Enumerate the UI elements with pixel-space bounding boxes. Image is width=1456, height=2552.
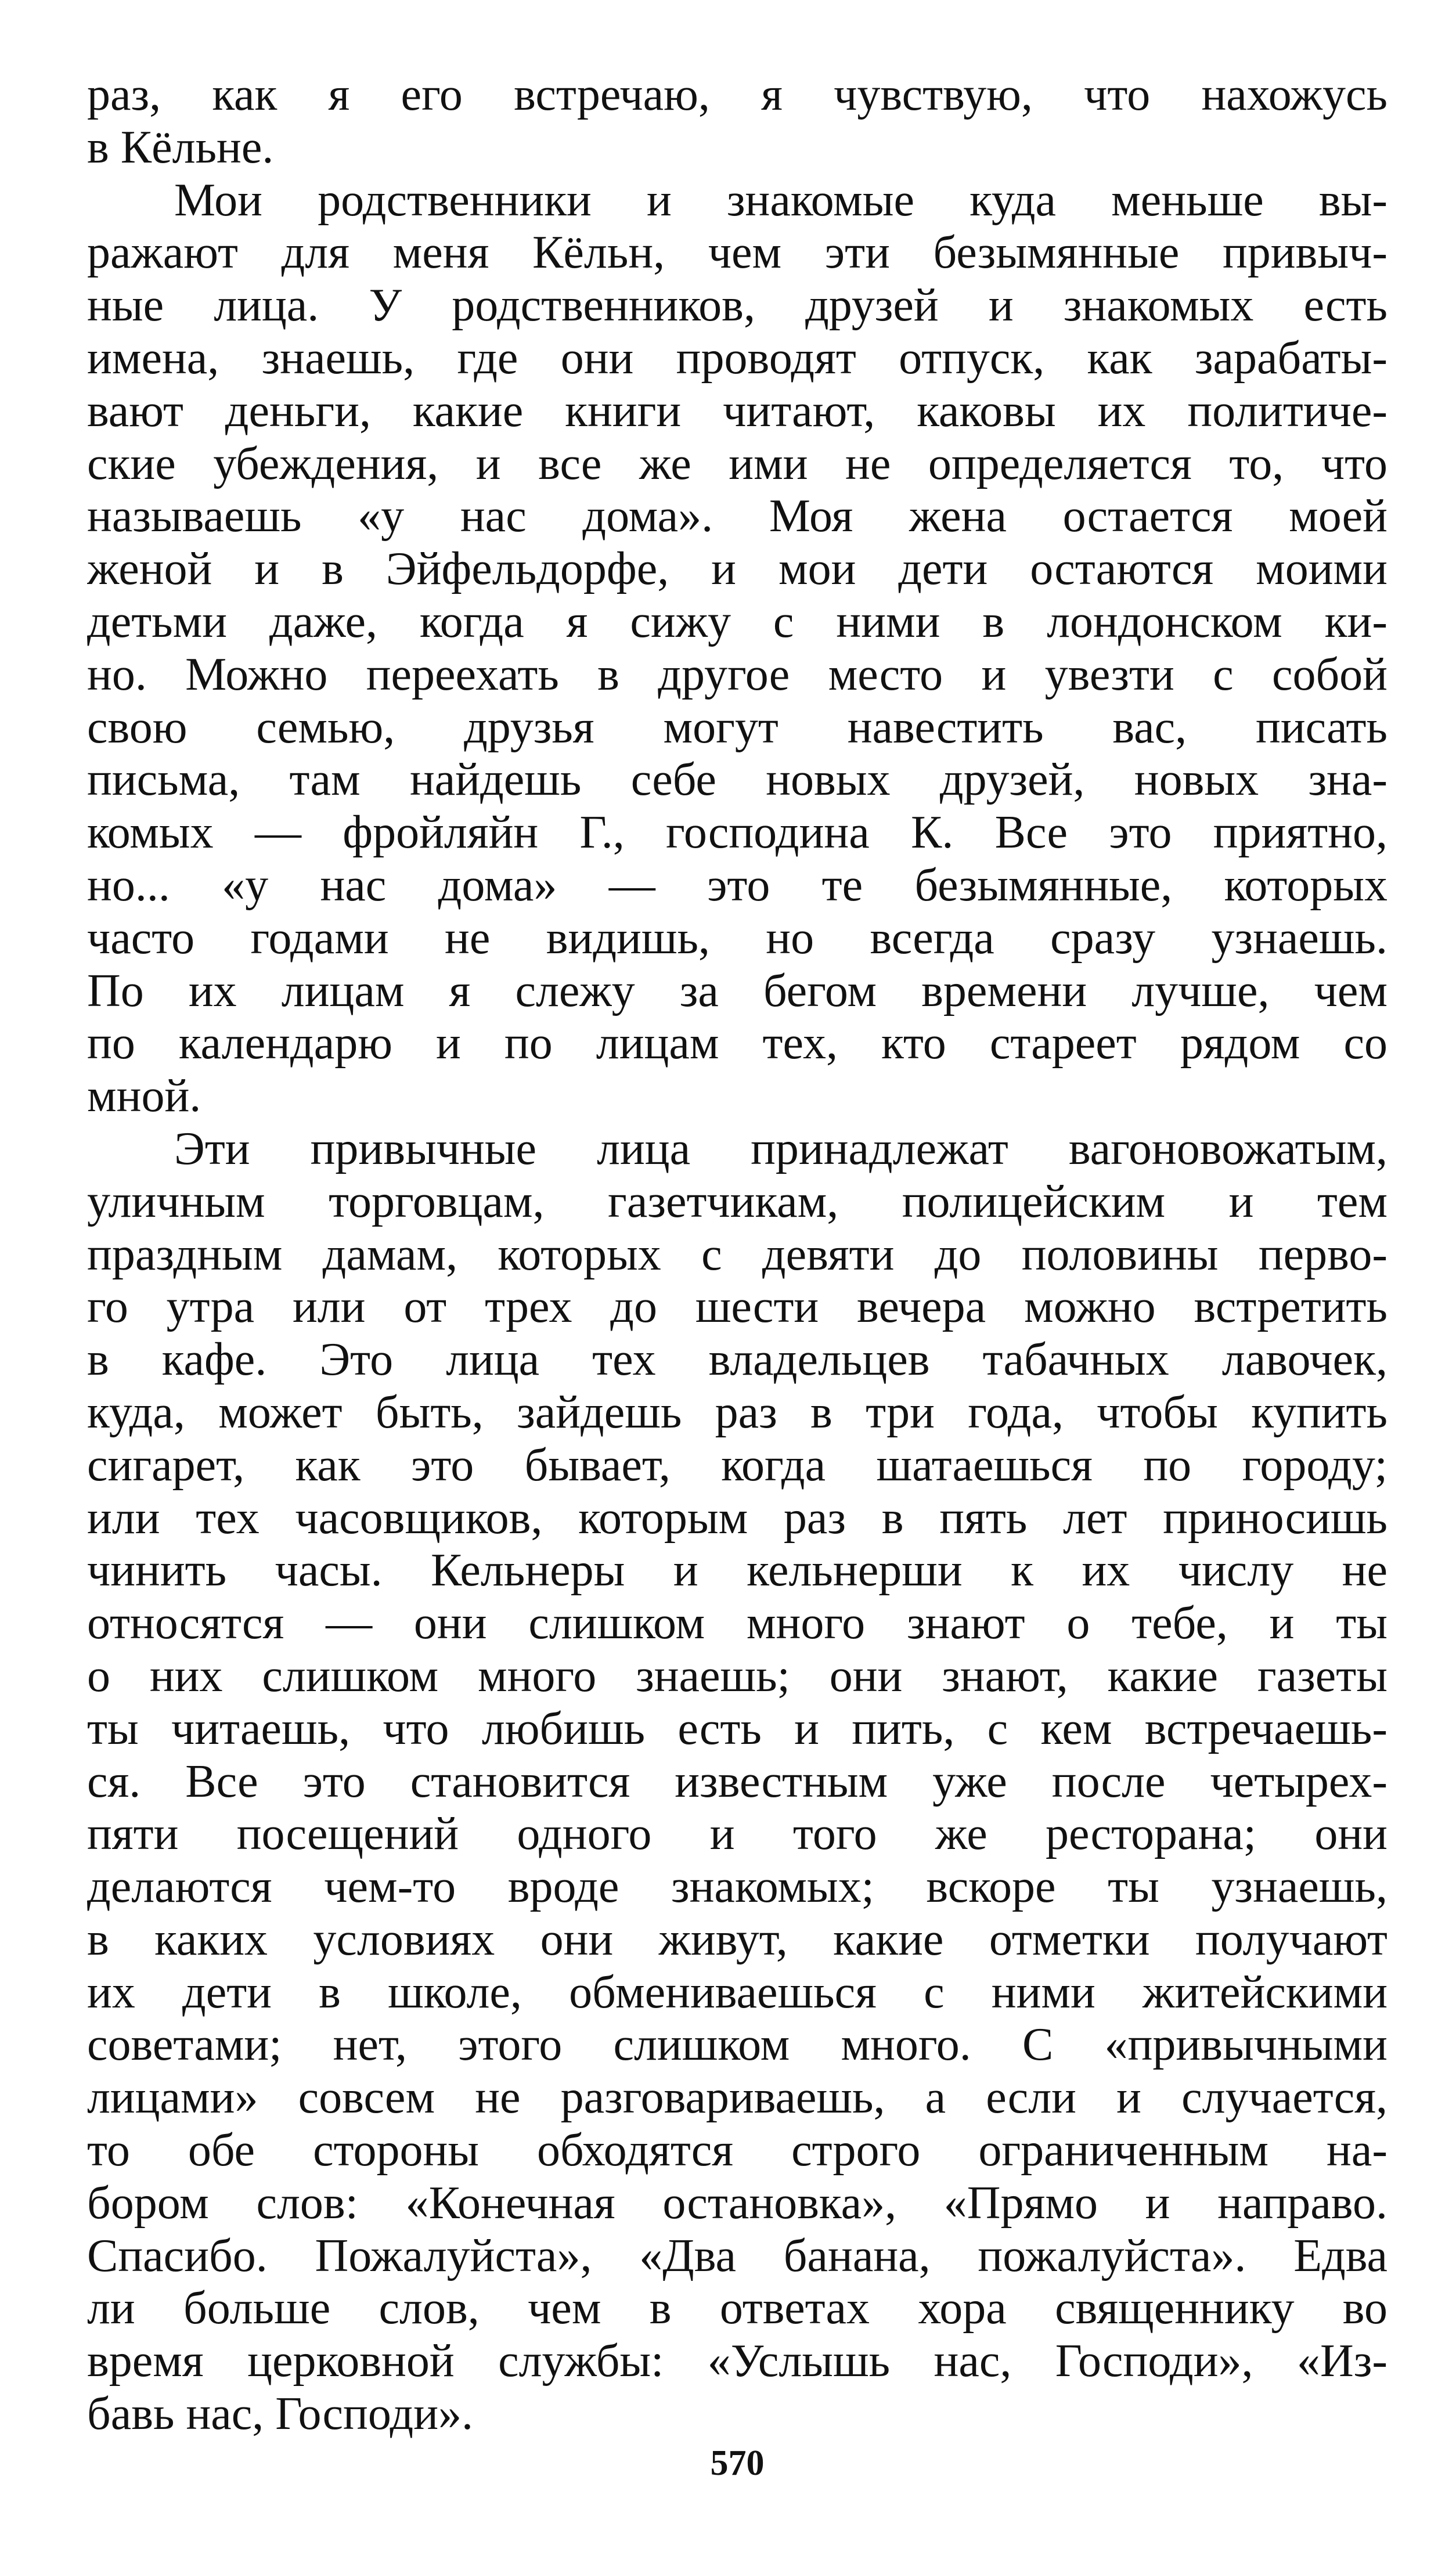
text-line: ли больше слов, чем в ответах хора священнику во bbox=[87, 2283, 1387, 2334]
text-line: в каких условиях они живут, какие отметки получают bbox=[87, 1913, 1387, 1965]
text-line: называешь «у нас дома». Моя жена остается моей bbox=[87, 491, 1387, 542]
text-line: пяти посещений одного и того же ресторана; они bbox=[87, 1808, 1387, 1860]
text-line: то обе стороны обходятся строго ограниченным на- bbox=[87, 2125, 1387, 2176]
text-line: комых — фройляйн Г., господина К. Все это приятно, bbox=[87, 807, 1387, 859]
text-line: по календарю и по лицам тех, кто стареет рядом со bbox=[87, 1018, 1387, 1069]
text-line: их дети в школе, обмениваешься с ними житейскими bbox=[87, 1966, 1387, 2018]
text-line: но. Можно переехать в другое место и увезти с собой bbox=[87, 648, 1387, 700]
text-line: куда, может быть, зайдешь раз в три года, чтобы купить bbox=[87, 1386, 1387, 1438]
text-line: вают деньги, какие книги читают, каковы их политиче- bbox=[87, 385, 1387, 437]
text-line: или тех часовщиков, которым раз в пять лет приносишь bbox=[87, 1492, 1387, 1544]
text-line: ские убеждения, и все же ими не определяется то, что bbox=[87, 438, 1387, 489]
text-line: советами; нет, этого слишком много. С «привычными bbox=[87, 2019, 1387, 2071]
text-line: ражают для меня Кёльн, чем эти безымянные привыч- bbox=[87, 227, 1387, 279]
body-text bbox=[87, 69, 1387, 2441]
text-line: уличным торговцам, газетчикам, полицейским и тем bbox=[87, 1176, 1387, 1227]
book-page bbox=[87, 69, 1387, 2507]
text-line: По их лицам я слежу за бегом времени лучше, чем bbox=[87, 965, 1387, 1017]
text-line: Эти привычные лица принадлежат вагоновожатым, bbox=[174, 1123, 1387, 1174]
text-line: ся. Все это становится известным уже после четырех- bbox=[87, 1756, 1387, 1807]
text-line: о них слишком много знаешь; они знают, какие газеты bbox=[87, 1650, 1387, 1702]
text-line: сигарет, как это бывает, когда шатаешься по городу; bbox=[87, 1439, 1387, 1491]
text-line: бором слов: «Конечная остановка», «Прямо и направо. bbox=[87, 2177, 1387, 2229]
text-line: детьми даже, когда я сижу с ними в лондонском ки- bbox=[87, 596, 1387, 647]
text-line: ные лица. У родственников, друзей и знакомых есть bbox=[87, 280, 1387, 331]
text-line: лицами» совсем не разговариваешь, а если и случается, bbox=[87, 2072, 1387, 2124]
text-line: письма, там найдешь себе новых друзей, новых зна- bbox=[87, 754, 1387, 806]
text-line: время церковной службы: «Услышь нас, Господи», «Из- bbox=[87, 2335, 1387, 2387]
text-line: относятся — они слишком много знают о тебе, и ты bbox=[87, 1598, 1387, 1649]
text-line: Спасибо. Пожалуйста», «Два банана, пожалуйста». Едва bbox=[87, 2230, 1387, 2281]
text-line: делаются чем-то вроде знакомых; вскоре ты узнаешь, bbox=[87, 1861, 1387, 1913]
page-number: 570 bbox=[710, 2443, 765, 2483]
text-line: имена, знаешь, где они проводят отпуск, как зарабаты- bbox=[87, 332, 1387, 384]
text-line: часто годами не видишь, но всегда сразу узнаешь. bbox=[87, 912, 1387, 964]
text-line: раз, как я его встречаю, я чувствую, что нахожусь bbox=[87, 69, 1387, 120]
text-line: ты читаешь, что любишь есть и пить, с кем встречаешь- bbox=[87, 1703, 1387, 1754]
text-line: в кафе. Это лица тех владельцев табачных лавочек, bbox=[87, 1334, 1387, 1386]
text-line: праздным дамам, которых с девяти до половины перво- bbox=[87, 1228, 1387, 1280]
text-line: чинить часы. Кельнеры и кельнерши к их числу не bbox=[87, 1545, 1387, 1596]
text-line: Мои родственники и знакомые куда меньше вы- bbox=[174, 174, 1387, 226]
text-line: свою семью, друзья могут навестить вас, писать bbox=[87, 701, 1387, 753]
text-line: бавь нас, Господи». bbox=[87, 2388, 474, 2440]
text-line: го утра или от трех до шести вечера можно встретить bbox=[87, 1281, 1387, 1333]
text-line: женой и в Эйфельдорфе, и мои дети остаются моими bbox=[87, 543, 1387, 595]
text-line: в Кёльне. bbox=[87, 121, 274, 173]
text-line: но... «у нас дома» — это те безымянные, которых bbox=[87, 859, 1387, 911]
text-line: мной. bbox=[87, 1070, 201, 1122]
